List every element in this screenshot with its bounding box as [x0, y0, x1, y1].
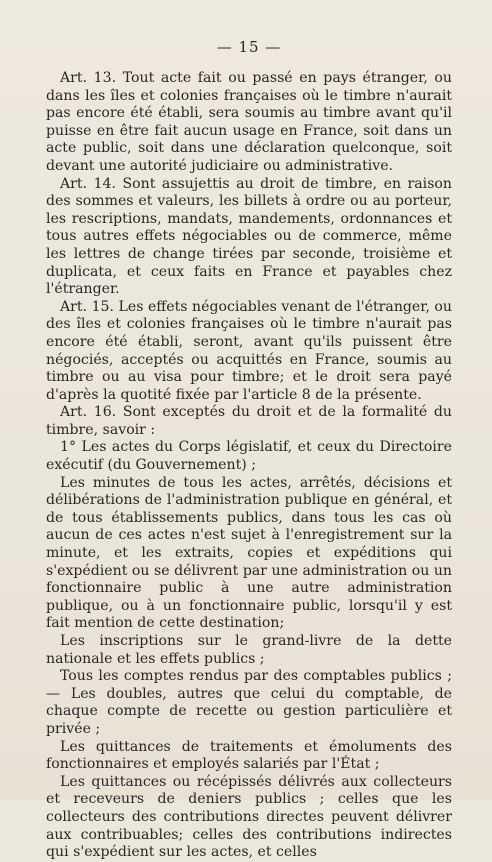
article-14: Art. 14. Sont assujettis au droit de timbre, en raison des sommes et valeurs, les billets à ordre ou au porteur, les rescriptions, mandats, mandements, ordonnances et tous autres effets négociables ou de commerce, même les lettres de change tirées par seconde, troisième et duplicata, et ceux faits en France et payables chez l'étranger.: [46, 175, 452, 298]
exception-quittances-collecteurs: Les quittances ou récépissés délivrés aux collecteurs et receveurs de deniers publics ; celles que les collecteurs des contributions directes peuvent délivrer aux contribuables; celles des contributions indirectes qui s'expédient sur les actes, et celles: [46, 773, 452, 861]
article-16: Art. 16. Sont exceptés du droit et de la formalité du timbre, savoir :: [46, 404, 452, 438]
exception-minutes: Les minutes de tous les actes, arrêtés, décisions et délibérations de l'administration publique en général, et de tous établissements publics, dans tous les cas où aucun de ces actes n'est sujet à l'enregistrement sur la minute, et les extraits, copies et expéditions qui s'expédient ou se délivrent par une administration ou un fonctionnaire public à une autre administration publique, ou à un fonctionnaire public, lorsqu'il y est fait mention de cette destination;: [46, 474, 452, 632]
exception-item-1: 1° Les actes du Corps législatif, et ceux du Directoire exécutif (du Gouvernement) ;: [46, 439, 452, 474]
article-13: Art. 13. Tout acte fait ou passé en pays étranger, ou dans les îles et colonies françaises où le timbre n'aurait pas encore été établi, sera soumis au timbre avant qu'il puisse en être fait aucun usage en France, soit dans un acte public, soit dans une déclaration quelconque, soit devant une autorité judiciaire ou administrative.: [46, 70, 452, 174]
document-body: [46, 70, 452, 862]
exception-quittances-traitements: Les quittances de traitements et émoluments des fonctionnaires et employés salariés par l'État ;: [46, 738, 452, 773]
exception-comptes: Tous les comptes rendus par des comptables publics ; — Les doubles, autres que celui du comptable, de chaque compte de recette ou gestion particulière et privée ;: [46, 668, 452, 737]
exception-inscriptions: Les inscriptions sur le grand-livre de la dette nationale et les effets publics ;: [46, 633, 452, 667]
article-15: Art. 15. Les effets négociables venant de l'étranger, ou des îles et colonies françaises où le timbre n'aurait pas encore été établi, seront, avant qu'ils puissent être négociés, acceptés ou acquittés en France, soumis au timbre ou au visa pour timbre; et le droit sera payé d'après la quotité fixée par l'article 8 de la présente.: [46, 298, 452, 403]
page-number: — 15 —: [216, 38, 282, 56]
